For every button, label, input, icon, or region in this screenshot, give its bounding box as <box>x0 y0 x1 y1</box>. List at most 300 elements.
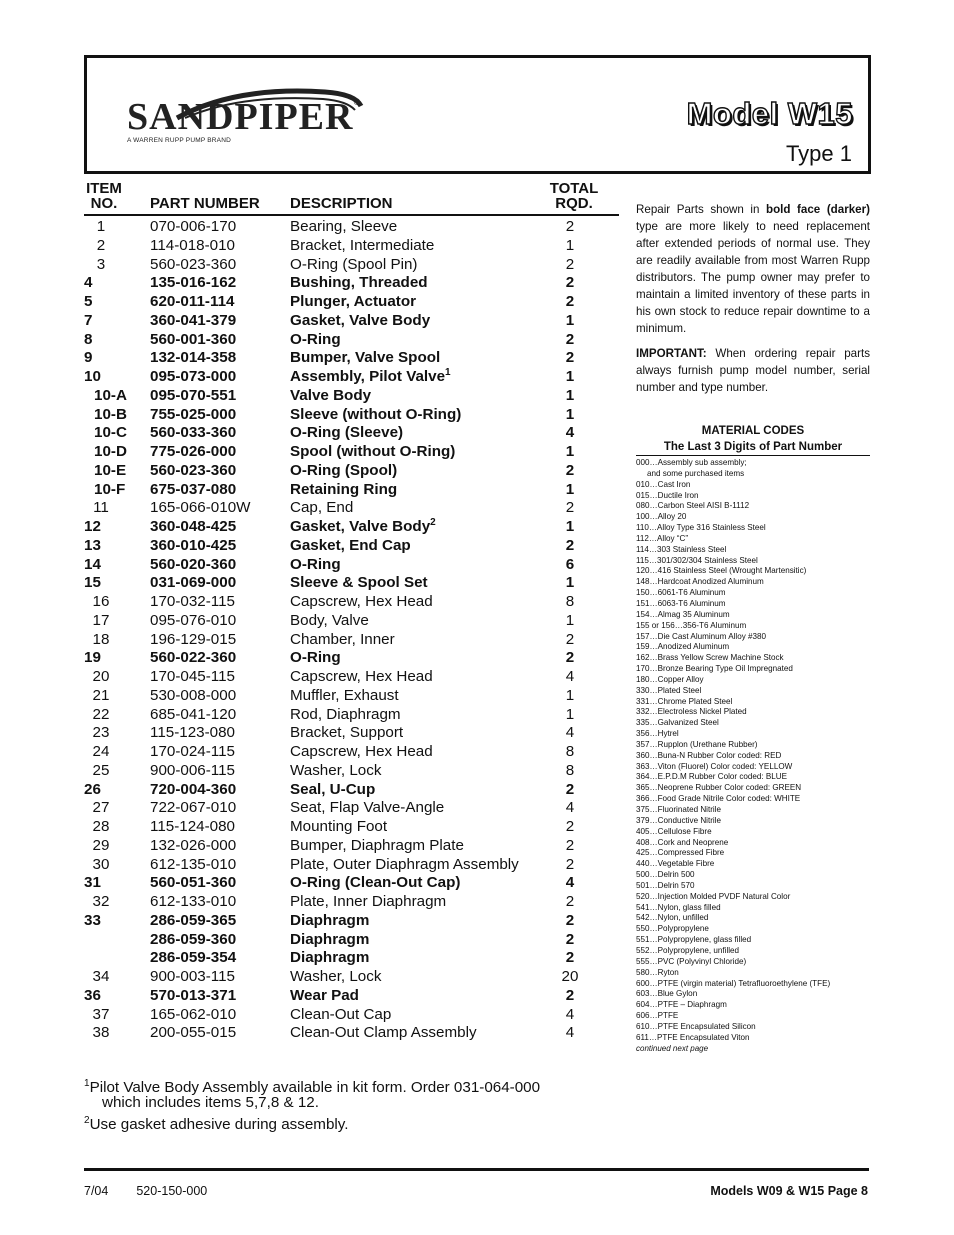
table-row <box>84 987 619 1006</box>
part-number: 095-070-551 <box>150 386 237 404</box>
table-row <box>84 537 619 556</box>
item-number: 11 <box>93 499 109 517</box>
quantity: 2 <box>565 836 575 854</box>
part-number: 170-024-115 <box>150 743 236 760</box>
item-number: 36 <box>84 986 101 1004</box>
material-code-item: 115…301/302/304 Stainless Steel <box>636 555 758 565</box>
description: O-Ring (Clean-Out Cap) <box>290 874 461 892</box>
quantity: 2 <box>565 630 575 648</box>
quantity: 2 <box>565 255 575 273</box>
material-code-item: 170…Bronze Bearing Type Oil Impregnated <box>636 664 793 674</box>
description: Bumper, Diaphragm Plate <box>290 836 464 854</box>
table-row <box>84 481 619 500</box>
brand-tagline: A WARREN RUPP PUMP BRAND <box>127 137 232 144</box>
part-number: 115-123-080 <box>150 724 236 742</box>
material-code-item: 112…Alloy “C” <box>636 533 689 543</box>
part-number: 620-011-114 <box>150 293 235 310</box>
quantity: 2 <box>565 293 575 310</box>
description: Sleeve (without O-Ring) <box>290 405 462 423</box>
description: Body, Valve <box>290 611 369 629</box>
part-number: 722-067-010 <box>150 799 237 817</box>
part-number: 200-055-015 <box>150 1024 237 1042</box>
material-code-item: 611…PTFE Encapsulated Viton <box>636 1032 750 1042</box>
item-number: 31 <box>84 874 101 892</box>
item-number: 7 <box>84 311 93 329</box>
item-number: 5 <box>84 293 93 310</box>
item-number: 22 <box>92 705 110 723</box>
item-number: 10-D <box>94 443 127 460</box>
part-number: 132-026-000 <box>150 836 237 854</box>
material-code-item: 379…Conductive Nitrile <box>636 815 722 825</box>
description: Bracket, Intermediate <box>290 236 435 254</box>
footer-doc-number: 520-150-000 <box>136 1184 208 1198</box>
item-number: 33 <box>84 911 101 929</box>
item-number: 19 <box>84 649 101 667</box>
item-number: 12 <box>84 518 101 535</box>
description: Bushing, Threaded <box>290 274 428 292</box>
description: Plunger, Actuator <box>290 293 417 310</box>
item-number: 27 <box>92 799 110 817</box>
item-number: 16 <box>92 593 110 610</box>
material-code-item: 080…Carbon Steel AISI B-1112 <box>636 501 750 511</box>
description: Diaphragm <box>290 949 370 967</box>
table-row <box>84 706 619 725</box>
quantity: 1 <box>565 480 575 498</box>
table-row <box>84 443 619 462</box>
item-number: 10-B <box>94 405 127 423</box>
quantity: 1 <box>565 518 575 535</box>
logo-swoosh-icon <box>175 82 365 122</box>
footnote-ref: 2 <box>430 516 436 528</box>
material-codes-list <box>636 458 876 1044</box>
material-code-item: and some purchased items <box>647 468 745 478</box>
quantity: 2 <box>565 349 575 367</box>
item-number: 3 <box>96 255 106 273</box>
footer-page-info: Models W09 & W15 Page 8 <box>710 1184 868 1198</box>
description: Valve Body <box>290 386 372 404</box>
col-header-total: TOTAL RQD. <box>549 180 599 212</box>
description: Diaphragm <box>290 930 370 948</box>
material-code-item: 162…Brass Yellow Screw Machine Stock <box>636 653 784 663</box>
description: Muffler, Exhaust <box>290 686 399 704</box>
material-code-item: 405…Cellulose Fibre <box>636 826 712 836</box>
material-code-item: 542…Nylon, unfilled <box>636 913 709 923</box>
part-number: 720-004-360 <box>150 780 237 798</box>
material-code-item: 100…Alloy 20 <box>636 512 687 522</box>
description: Seal, U-Cup <box>290 780 376 798</box>
part-number: 775-026-000 <box>150 443 237 460</box>
part-number: 360-010-425 <box>150 536 237 554</box>
brand-name: SANDPIPER <box>127 96 354 138</box>
description: Wear Pad <box>290 986 359 1004</box>
part-number: 900-003-115 <box>150 968 236 985</box>
quantity: 1 <box>565 686 575 704</box>
table-row <box>84 743 619 762</box>
quantity: 2 <box>565 330 575 348</box>
part-number: 560-020-360 <box>150 555 237 573</box>
material-code-item: 425…Compressed Fibre <box>636 848 725 858</box>
quantity: 4 <box>565 1024 575 1042</box>
material-code-item: 150…6061-T6 Aluminum <box>636 588 726 598</box>
part-number: 114-018-010 <box>150 236 236 254</box>
part-number: 135-016-162 <box>150 274 237 292</box>
material-code-item: 360…Buna-N Rubber Color coded: RED <box>636 750 782 760</box>
table-row <box>84 237 619 256</box>
material-code-item: 159…Anodized Aluminum <box>636 642 730 652</box>
quantity: 1 <box>565 443 575 460</box>
model-title: Model W15 <box>686 96 853 131</box>
description: Retaining Ring <box>290 480 398 498</box>
quantity: 1 <box>565 705 575 723</box>
parts-table <box>84 218 619 1043</box>
item-number: 10-F <box>94 480 126 498</box>
table-row <box>84 668 619 687</box>
item-number: 34 <box>92 968 110 985</box>
description: O-Ring <box>290 330 341 348</box>
material-code-item: 157…Die Cast Aluminum Alloy #380 <box>636 631 767 641</box>
item-number: 26 <box>84 780 101 798</box>
table-row <box>84 387 619 406</box>
part-number: 115-124-080 <box>150 818 236 835</box>
description: Seat, Flap Valve-Angle <box>290 799 445 817</box>
quantity: 2 <box>565 949 575 967</box>
table-row <box>84 312 619 331</box>
footnote-2: $^2$Use gasket adhesive during assembly. <box>84 1115 349 1134</box>
part-number: 095-073-000 <box>150 368 237 385</box>
table-row <box>84 818 619 837</box>
part-number: 530-008-000 <box>150 686 237 704</box>
footnote-ref: 1 <box>445 366 451 378</box>
description: Sleeve & Spool Set <box>290 574 428 592</box>
quantity: 4 <box>565 668 575 685</box>
item-number: 4 <box>84 274 93 292</box>
material-code-item: 375…Fluorinated Nitrile <box>636 805 722 814</box>
table-row <box>84 781 619 800</box>
item-number: 37 <box>92 1005 110 1023</box>
material-code-item: 408…Cork and Neoprene <box>636 837 729 847</box>
item-number: 10-A <box>94 386 127 404</box>
table-row <box>84 574 619 593</box>
part-number: 165-062-010 <box>150 1005 237 1023</box>
table-row <box>84 462 619 481</box>
col-header-description: DESCRIPTION <box>290 195 393 212</box>
material-code-item: 604…PTFE – Diaphragm <box>636 1000 727 1010</box>
table-row <box>84 1006 619 1025</box>
table-row <box>84 912 619 931</box>
item-number: 23 <box>92 724 110 742</box>
material-code-item: 603…Blue Gylon <box>636 989 698 999</box>
model-type: Type 1 <box>785 141 852 166</box>
item-number: 13 <box>84 536 101 554</box>
material-code-item: 600…PTFE (virgin material) Tetrafluoroethylene (TFE) <box>636 978 831 988</box>
table-row <box>84 687 619 706</box>
description: Assembly, Pilot Valve$^1$ <box>290 366 451 385</box>
item-number: 20 <box>92 668 110 685</box>
footer-left <box>84 1184 207 1198</box>
material-code-item: 331…Chrome Plated Steel <box>636 696 733 706</box>
material-code-item: 363…Viton (Fluorel) Color coded: YELLOW <box>636 761 793 771</box>
description: Gasket, End Cap <box>290 536 411 554</box>
material-code-item: 356…Hytrel <box>636 729 679 739</box>
item-number: 9 <box>84 349 93 367</box>
material-code-item: 610…PTFE Encapsulated Silicon <box>636 1021 756 1031</box>
table-row <box>84 612 619 631</box>
footnote-1: $^1$Pilot Valve Body Assembly available in kit form. Order 031-064-000 <box>84 1078 541 1097</box>
col-header-item: ITEM NO. <box>86 180 122 212</box>
quantity: 2 <box>565 218 575 235</box>
item-number: 14 <box>84 555 101 573</box>
continued-note: continued next page <box>636 1044 709 1053</box>
quantity: 1 <box>565 574 575 592</box>
item-number: 8 <box>84 330 93 348</box>
header-box <box>84 55 871 174</box>
quantity: 2 <box>565 274 575 292</box>
item-number: 28 <box>92 818 110 835</box>
quantity: 1 <box>565 368 575 385</box>
quantity: 1 <box>565 405 575 423</box>
table-row <box>84 856 619 875</box>
material-code-item: 000…Assembly sub assembly; <box>636 458 747 467</box>
part-number: 360-048-425 <box>150 518 237 535</box>
material-code-item: 501…Delrin 570 <box>636 880 695 890</box>
description: Mounting Foot <box>290 818 388 835</box>
table-row <box>84 1024 619 1043</box>
quantity: 2 <box>565 911 575 929</box>
footer-date: 7/04 <box>84 1184 109 1198</box>
material-code-item: 151…6063-T6 Aluminum <box>636 598 726 608</box>
description: Clean-Out Cap <box>290 1005 392 1023</box>
material-code-item: 154…Almag 35 Aluminum <box>636 609 730 619</box>
part-number: 360-041-379 <box>150 311 237 329</box>
part-number: 560-033-360 <box>150 424 237 442</box>
description: Gasket, Valve Body$^2$ <box>290 516 436 535</box>
table-row <box>84 762 619 781</box>
material-code-item: 357…Rupplon (Urethane Rubber) <box>636 739 758 749</box>
quantity: 4 <box>565 1005 575 1023</box>
table-row <box>84 649 619 668</box>
quantity: 4 <box>565 799 575 817</box>
part-number: 286-059-365 <box>150 911 237 929</box>
table-row <box>84 424 619 443</box>
table-row <box>84 593 619 612</box>
description: Bumper, Valve Spool <box>290 349 441 367</box>
item-number: 24 <box>92 743 110 760</box>
material-code-item: 180…Copper Alloy <box>636 674 704 684</box>
part-number: 095-076-010 <box>150 611 237 629</box>
quantity: 8 <box>565 743 575 760</box>
quantity: 1 <box>565 386 575 404</box>
table-row <box>84 293 619 312</box>
item-number: 30 <box>92 855 110 873</box>
material-code-item: 332…Electroless Nickel Plated <box>636 707 747 717</box>
material-code-item: 541…Nylon, glass filled <box>636 902 721 912</box>
quantity: 2 <box>565 855 575 873</box>
registered-mark: ® <box>353 97 362 107</box>
item-number: 15 <box>84 574 101 592</box>
quantity: 2 <box>565 536 575 554</box>
item-number: 2 <box>96 236 106 254</box>
part-number: 031-069-000 <box>150 574 237 592</box>
item-number: 17 <box>92 611 110 629</box>
material-code-item: 148…Hardcoat Anodized Aluminum <box>636 577 764 587</box>
description: Rod, Diaphragm <box>290 705 401 723</box>
table-row <box>84 949 619 968</box>
quantity: 20 <box>561 968 579 985</box>
important-note: IMPORTANT: When ordering repair parts always furnish pump model number, serial number and type number. <box>636 347 870 394</box>
item-number: 32 <box>92 893 110 910</box>
table-row <box>84 331 619 350</box>
quantity: 2 <box>565 986 575 1004</box>
sandpiper-logo <box>127 98 361 144</box>
quantity: 8 <box>565 761 575 779</box>
quantity: 4 <box>565 724 575 742</box>
part-number: 685-041-120 <box>150 705 237 723</box>
description: Clean-Out Clamp Assembly <box>290 1024 477 1042</box>
material-code-item: 330…Plated Steel <box>636 685 702 695</box>
material-code-item: 580…Ryton <box>636 967 679 977</box>
part-number: 560-051-360 <box>150 874 237 892</box>
part-number: 070-006-170 <box>150 218 237 235</box>
table-row <box>84 406 619 425</box>
description: Chamber, Inner <box>290 630 395 648</box>
description: Bearing, Sleeve <box>290 218 398 235</box>
material-code-item: 366…Food Grade Nitrile Color coded: WHITE <box>636 794 801 804</box>
quantity: 8 <box>565 593 575 610</box>
repair-parts-note: Repair Parts shown in bold face (darker) type are more likely to need replacement after extended periods of normal use. They are readily available from most Warren Rupp distributors. The pump owner may prefer to maintain a limited inventory of these parts in his own stock to reduce repair downtime to a minimum. <box>636 203 870 335</box>
part-number: 170-032-115 <box>150 593 236 610</box>
quantity: 2 <box>565 893 575 910</box>
part-number: 170-045-115 <box>150 668 236 685</box>
item-number: 1 <box>96 218 106 235</box>
part-number: 286-059-360 <box>150 930 237 948</box>
table-row <box>84 256 619 275</box>
quantity: 1 <box>565 236 575 254</box>
description: Washer, Lock <box>290 968 382 985</box>
material-code-item: 555…PVC (Polyvinyl Chloride) <box>636 956 747 966</box>
part-number: 560-022-360 <box>150 649 237 667</box>
item-number: 10-C <box>94 424 127 442</box>
table-row <box>84 837 619 856</box>
header-rule <box>84 214 619 216</box>
item-number: 25 <box>92 761 110 779</box>
material-code-item: 155 or 156…356-T6 Aluminum <box>636 620 747 630</box>
table-row <box>84 968 619 987</box>
material-code-item: 120…416 Stainless Steel (Wrought Martensitic) <box>636 566 807 576</box>
part-number: 612-135-010 <box>150 855 237 873</box>
item-number: 38 <box>92 1024 110 1042</box>
quantity: 2 <box>565 461 575 479</box>
table-row <box>84 931 619 950</box>
item-number: 29 <box>92 836 110 854</box>
item-number: 18 <box>92 630 110 648</box>
material-code-item: 606…PTFE <box>636 1011 679 1021</box>
quantity: 1 <box>565 311 575 329</box>
table-row <box>84 799 619 818</box>
table-row <box>84 874 619 893</box>
description: Capscrew, Hex Head <box>290 668 433 685</box>
quantity: 4 <box>565 424 575 442</box>
table-row <box>84 893 619 912</box>
material-codes-title: MATERIAL CODES The Last 3 Digits of Part Number <box>663 425 843 453</box>
part-number: 755-025-000 <box>150 405 237 423</box>
table-row <box>84 724 619 743</box>
table-row <box>84 499 619 518</box>
part-number: 560-023-360 <box>150 461 237 479</box>
part-number: 570-013-371 <box>150 986 237 1004</box>
part-number: 165-066-010W <box>150 499 251 517</box>
description: Capscrew, Hex Head <box>290 743 433 760</box>
description: O-Ring <box>290 555 341 573</box>
material-code-item: 520…Injection Molded PVDF Natural Color <box>636 891 791 901</box>
part-number: 560-023-360 <box>150 255 237 273</box>
material-codes-rule <box>636 455 870 456</box>
part-number: 132-014-358 <box>150 349 237 367</box>
material-code-item: 335…Galvanized Steel <box>636 718 719 728</box>
quantity: 2 <box>565 930 575 948</box>
item-number: 10 <box>84 368 101 385</box>
table-row <box>84 218 619 237</box>
material-code-item: 552…Polypropylene, unfilled <box>636 945 740 955</box>
part-number: 196-129-015 <box>150 630 237 648</box>
description: Spool (without O-Ring) <box>290 443 456 460</box>
table-row <box>84 518 619 537</box>
description: Washer, Lock <box>290 761 382 779</box>
description: Gasket, Valve Body <box>290 311 431 329</box>
part-number: 612-133-010 <box>150 893 237 910</box>
description: O-Ring (Spool Pin) <box>290 255 418 273</box>
description: Plate, Inner Diaphragm <box>290 893 447 910</box>
quantity: 2 <box>565 780 575 798</box>
description: O-Ring (Spool) <box>290 461 398 479</box>
quantity: 2 <box>565 818 575 835</box>
description: O-Ring (Sleeve) <box>290 424 404 442</box>
part-number: 560-001-360 <box>150 330 237 348</box>
part-number: 900-006-115 <box>150 761 236 779</box>
table-row <box>84 274 619 293</box>
material-code-item: 551…Polypropylene, glass filled <box>636 935 752 945</box>
material-code-item: 010…Cast Iron <box>636 479 691 489</box>
material-code-item: 114…303 Stainless Steel <box>636 544 727 554</box>
part-number: 675-037-080 <box>150 480 237 498</box>
description: Capscrew, Hex Head <box>290 593 433 610</box>
description: Diaphragm <box>290 911 370 929</box>
material-code-item: 500…Delrin 500 <box>636 870 695 880</box>
material-code-item: 365…Neoprene Rubber Color coded: GREEN <box>636 783 802 793</box>
table-row <box>84 368 619 387</box>
table-row <box>84 631 619 650</box>
description: O-Ring <box>290 649 341 667</box>
item-number: 10-E <box>94 461 127 479</box>
col-header-part-number: PART NUMBER <box>150 195 260 212</box>
quantity: 6 <box>565 555 575 573</box>
material-code-item: 015…Ductile Iron <box>636 490 699 500</box>
part-number: 286-059-354 <box>150 949 237 967</box>
material-code-item: 364…E.P.D.M Rubber Color coded: BLUE <box>636 772 788 782</box>
material-code-item: 110…Alloy Type 316 Stainless Steel <box>636 523 766 533</box>
description: Plate, Outer Diaphragm Assembly <box>290 855 519 873</box>
material-code-item: 550…Polypropylene <box>636 924 709 934</box>
description: Cap, End <box>290 499 354 517</box>
quantity: 1 <box>565 611 575 629</box>
footnote-1-cont: which includes items 5,7,8 & 12. <box>102 1094 319 1111</box>
material-code-item: 440…Vegetable Fibre <box>636 859 715 869</box>
quantity: 2 <box>565 649 575 667</box>
item-number: 21 <box>92 686 110 704</box>
table-row <box>84 556 619 575</box>
quantity: 2 <box>565 499 575 517</box>
quantity: 4 <box>565 874 575 892</box>
description: Bracket, Support <box>290 724 404 742</box>
